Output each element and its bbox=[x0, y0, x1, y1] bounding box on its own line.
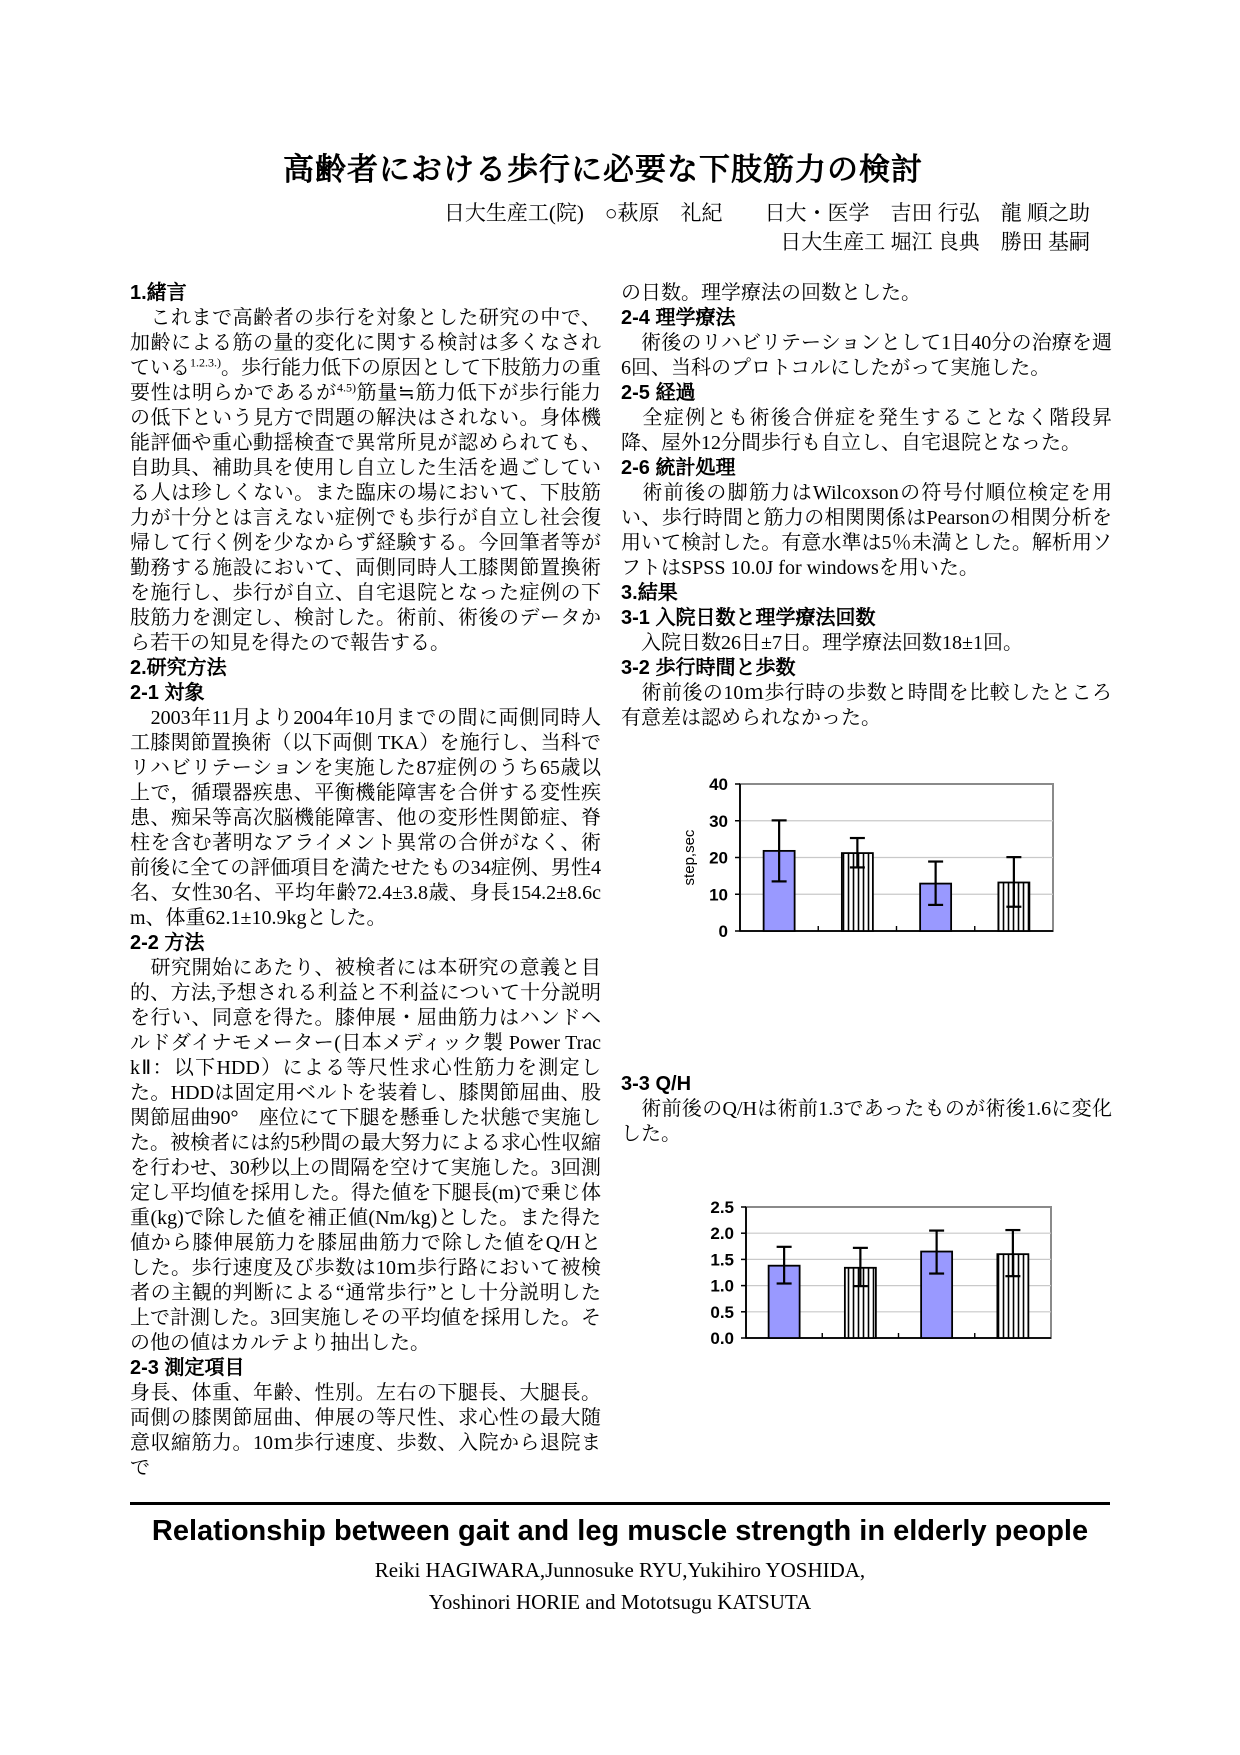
citation-superscript: 4.5) bbox=[336, 380, 356, 395]
text-run: 2003年11月より2004年10月までの間に両側同時人工膝関節置換術（以下両側 TKA）を施行し、当科でリハビリテーションを実施した87症例のうち65歳以上で，循環器疾患、平衡機能障害を合併する変性疾患、痴呆等高次脳機能障害、他の変形性関節症、脊柱を含む著明なアライメント異常の合併がなく、術前後に全ての評価項目を満たせたもの34症例、男性4名、女性30名、平均年齢72.4±3.8歳、身長154.2±8.6cm、体重62.1±10.9kgとした。 bbox=[130, 707, 602, 929]
y-tick-label: 10 bbox=[709, 885, 729, 905]
y-tick-label: 0.5 bbox=[710, 1302, 735, 1322]
y-tick-label: 0 bbox=[718, 922, 729, 941]
left-column bbox=[130, 281, 601, 1481]
section-heading: 2.研究方法 bbox=[130, 657, 227, 679]
bar-chart bbox=[621, 1197, 1071, 1349]
text-run: これまで高齢者の歩行を対象とした研究の中で、加齢による筋の量的変化に関する検討は多くなされている bbox=[130, 307, 602, 379]
bar-chart bbox=[621, 771, 1071, 953]
author-line-1: 日大生産工(院) ○萩原 礼紀 日大・医学 吉田 行弘 龍 順之助 bbox=[443, 201, 1090, 225]
paragraph bbox=[621, 331, 1112, 381]
author-line-2: 日大生産工 堀江 良典 勝田 基嗣 bbox=[780, 230, 1090, 254]
paragraph bbox=[621, 406, 1112, 456]
section-heading: 2-3 測定項目 bbox=[130, 1357, 245, 1379]
section-heading: 3.結果 bbox=[621, 582, 678, 604]
paragraph bbox=[130, 306, 601, 656]
text-run: 筋量≒筋力低下が歩行能力の低下という見方で問題の解決はされない。身体機能評価や重心動揺検査で異常所見が認められても、自助具、補助具を使用し自立した生活を過ごしている人は珍しくない。また臨床の場において、下肢筋力が十分とは言えない症例でも歩行が自立し社会復帰して行く例を少なからず経験する。今回筆者等が勤務する施設において、両側同時人工膝関節置換術を施行し、歩行が自立、自宅退院となった症例の下肢筋力を測定し、検討した。術前、術後のデータから若干の知見を得たので報告する。 bbox=[130, 382, 602, 654]
footer bbox=[0, 1502, 1240, 1618]
section-heading: 3-3 Q/H bbox=[621, 1073, 692, 1095]
section-heading: 2-1 対象 bbox=[130, 682, 205, 704]
section-heading: 2-5 経過 bbox=[621, 382, 696, 404]
english-title: Relationship between gait and leg muscle strength in elderly people bbox=[151, 1515, 1089, 1547]
section-heading: 3-2 歩行時間と歩数 bbox=[621, 657, 796, 679]
y-tick-label: 0.0 bbox=[710, 1329, 735, 1348]
text-run: 身長、体重、年齢、性別。左右の下腿長、大腿長。両側の膝関節屈曲、伸展の等尺性、求心性の最大随意収縮筋力。10ｍ歩行速度、歩数、入院から退院まで bbox=[130, 1382, 602, 1479]
english-authors-line-2: Yoshinori HORIE and Mototsugu KATSUTA bbox=[428, 1590, 812, 1614]
chart-figure bbox=[621, 771, 1112, 960]
section-heading: 3-1 入院日数と理学療法回数 bbox=[621, 607, 876, 629]
chart-figure bbox=[621, 1197, 1112, 1356]
section-heading: 1.緒言 bbox=[130, 282, 187, 304]
author-block bbox=[0, 199, 1240, 257]
paragraph bbox=[621, 281, 1112, 306]
paragraph bbox=[130, 706, 601, 931]
y-tick-label: 30 bbox=[709, 811, 729, 831]
text-run: 研究開始にあたり、被検者には本研究の意義と目的、方法,予想される利益と不利益について十分説明を行い、同意を得た。膝伸展・屈曲筋力はハンドヘルドダイナモメーター(日本メディック製 Power TrackⅡ：以下HDD）による等尺性求心性筋力を測定した。HDDは固定用ベルトを装着し、膝関節屈曲、股関節屈曲90° 座位にて下腿を懸垂した状態で実施した。被検者には約5秒間の最大努力による求心性収縮を行わせ、30秒以上の間隔を空けて実施した。3回測定し平均値を採用した。得た値を下腿長(m)で乗じ体重(kg)で除した値を補正値(Nm/kg)とした。また得た値から膝伸展筋力を膝屈曲筋力で除した値をQ/Hとした。歩行速度及び歩数は10ｍ歩行路において被検者の主観的判断による“通常歩行”とし十分説明した上で計測した。3回実施しその平均値を採用した。その他の値はカルテより抽出した。 bbox=[130, 957, 602, 1354]
text-run: の日数。理学療法の回数とした。 bbox=[621, 282, 922, 304]
section-heading: 2-2 方法 bbox=[130, 932, 205, 954]
y-axis-label: step,sec bbox=[681, 829, 699, 886]
text-run: 術後のリハビリテーションとして1日40分の治療を週6回、当科のプロトコルにしたがって実施した。 bbox=[621, 332, 1112, 379]
two-column-body bbox=[0, 257, 1240, 1481]
text-run: 術前後の脚筋力はWilcoxsonの符号付順位検定を用い、歩行時間と筋力の相関関係はPearsonの相関分析を用いて検討した。有意水準は5％未満とした。解析用ソフトはSPSS 10.0J for windowsを用いた。 bbox=[621, 482, 1112, 579]
y-tick-label: 2.0 bbox=[710, 1224, 735, 1244]
citation-superscript: 1.2.3.) bbox=[190, 355, 222, 370]
text-run: 入院日数26日±7日。理学療法回数18±1回。 bbox=[621, 632, 1023, 654]
english-authors bbox=[0, 1554, 1240, 1618]
y-tick-label: 40 bbox=[709, 775, 729, 794]
paragraph bbox=[621, 481, 1112, 581]
y-tick-label: 20 bbox=[709, 848, 729, 868]
y-tick-label: 1.0 bbox=[710, 1276, 735, 1296]
footer-divider bbox=[130, 1502, 1110, 1505]
paragraph bbox=[621, 1097, 1112, 1147]
paper-title: 高齢者における歩行に必要な下肢筋力の検討 bbox=[283, 152, 923, 187]
paragraph bbox=[130, 1381, 601, 1481]
y-tick-label: 1.5 bbox=[710, 1250, 735, 1270]
text-run: 術前後の10ｍ歩行時の歩数と時間を比較したところ有意差は認められなかった。 bbox=[621, 682, 1112, 729]
section-heading: 2-4 理学療法 bbox=[621, 307, 736, 329]
paragraph bbox=[130, 956, 601, 1356]
text-run: 。歩行能力低下の原因として下肢筋力の重要性は明らかであるが bbox=[130, 357, 602, 404]
y-tick-label: 2.5 bbox=[710, 1198, 735, 1217]
text-run: 術前後のQ/Hは術前1.3であったものが術後1.6に変化した。 bbox=[621, 1098, 1112, 1145]
paragraph bbox=[621, 681, 1112, 731]
right-column bbox=[621, 281, 1112, 1481]
section-heading: 2-6 統計処理 bbox=[621, 457, 736, 479]
text-run: 全症例とも術後合併症を発生することなく階段昇降、屋外12分間歩行も自立し、自宅退院となった。 bbox=[621, 407, 1112, 454]
paragraph bbox=[621, 631, 1112, 656]
english-authors-line-1: Reiki HAGIWARA,Junnosuke RYU,Yukihiro YOSHIDA, bbox=[374, 1558, 866, 1582]
